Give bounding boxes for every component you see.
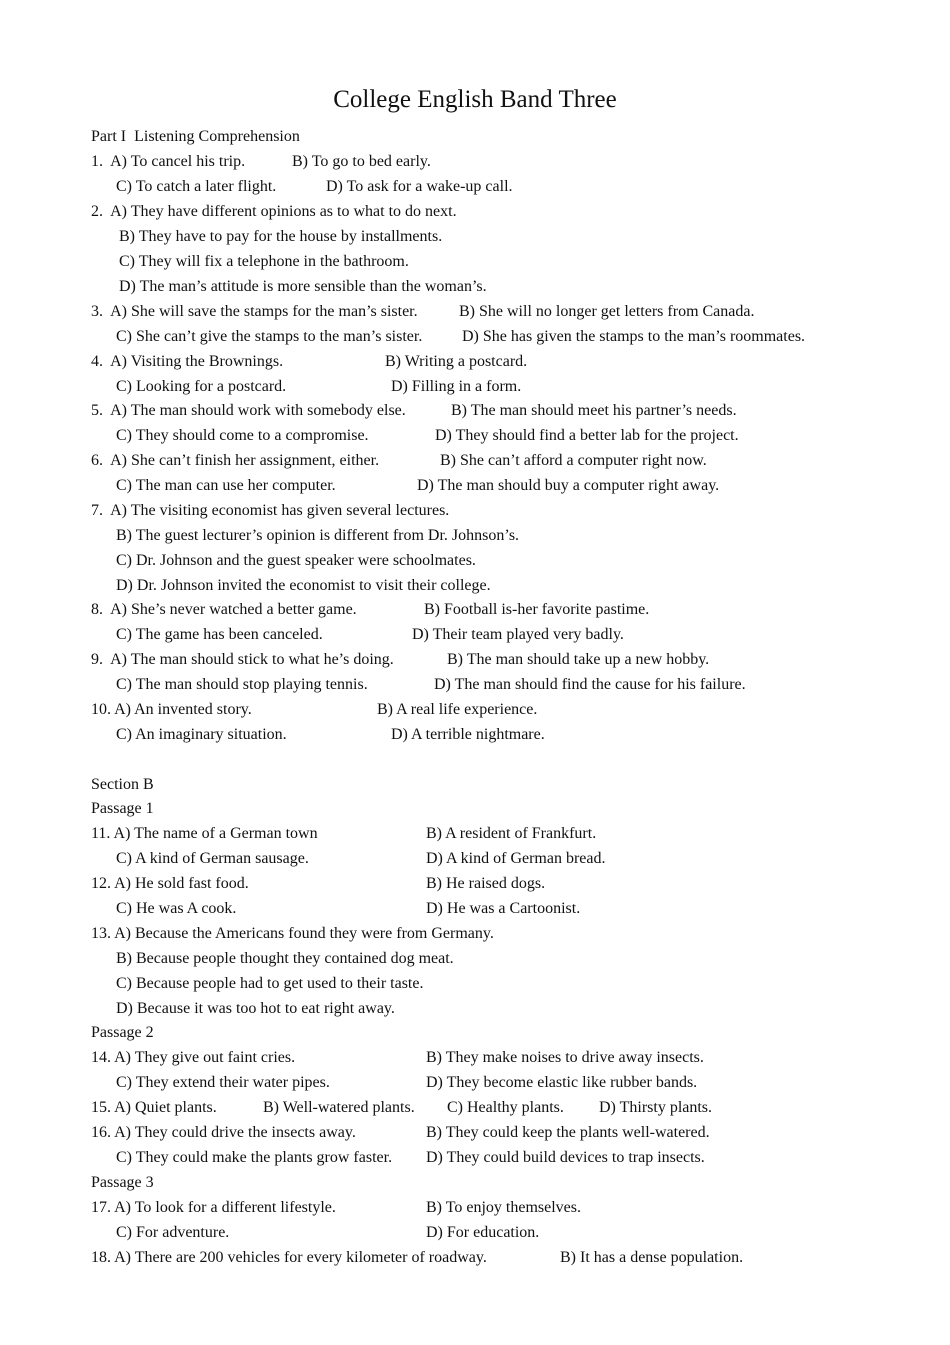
q2-option-c: C) They will fix a telephone in the bathroom. <box>119 253 409 270</box>
question-3-row-2 <box>91 324 806 349</box>
q11-option-a: 11. A) The name of a German town <box>91 825 318 842</box>
q1-option-a: 1. A) To cancel his trip. <box>91 153 246 170</box>
question-1-row-2 <box>91 174 513 199</box>
question-12-row-2 <box>91 896 581 921</box>
q6-option-a: 6. A) She can’t finish her assignment, either. <box>91 452 380 469</box>
passage-3-heading: Passage 3 <box>91 1174 154 1191</box>
question-14-row-2 <box>91 1070 698 1095</box>
question-1-row-1 <box>91 149 431 174</box>
q7-option-b: B) The guest lecturer’s opinion is different from Dr. Johnson’s. <box>116 527 520 544</box>
part1-heading: Part I Listening Comprehension <box>91 128 300 145</box>
q4-option-a: 4. A) Visiting the Brownings. <box>91 353 284 370</box>
question-4-row-1 <box>91 349 528 374</box>
question-11-row-1 <box>91 821 597 846</box>
q5-option-b: B) The man should meet his partner’s needs. <box>451 402 737 419</box>
question-10-row-2 <box>91 722 545 747</box>
q2-option-b: B) They have to pay for the house by installments. <box>119 228 443 245</box>
question-16-row-1 <box>91 1120 710 1145</box>
q10-option-a: 10. A) An invented story. <box>91 701 252 718</box>
q14-option-a: 14. A) They give out faint cries. <box>91 1049 296 1066</box>
q3-option-a: 3. A) She will save the stamps for the man’s sister. <box>91 303 418 320</box>
q16-option-d: D) They could build devices to trap insects. <box>426 1149 705 1166</box>
q12-option-d: D) He was a Cartoonist. <box>426 900 581 917</box>
q16-option-c: C) They could make the plants grow faster. <box>116 1149 393 1166</box>
passage-2-heading: Passage 2 <box>91 1024 154 1041</box>
q6-option-b: B) She can’t afford a computer right now. <box>440 452 707 469</box>
q13-option-b: B) Because people thought they contained dog meat. <box>116 950 454 967</box>
q5-option-c: C) They should come to a compromise. <box>116 427 369 444</box>
q13-option-a: 13. A) Because the Americans found they were from Germany. <box>91 925 494 942</box>
q7-option-c: C) Dr. Johnson and the guest speaker were schoolmates. <box>116 552 476 569</box>
question-16-row-2 <box>91 1145 705 1170</box>
q15-option-d: D) Thirsty plants. <box>599 1099 713 1116</box>
q9-option-d: D) The man should find the cause for his failure. <box>434 676 746 693</box>
document-title: College English Band Three <box>333 86 617 113</box>
section-b-heading: Section B <box>91 776 154 793</box>
q9-option-c: C) The man should stop playing tennis. <box>116 676 368 693</box>
q9-option-b: B) The man should take up a new hobby. <box>447 651 710 668</box>
q6-option-d: D) The man should buy a computer right away. <box>417 477 720 494</box>
q8-option-d: D) Their team played very badly. <box>412 626 624 643</box>
q12-option-b: B) He raised dogs. <box>426 875 546 892</box>
q15-option-b: B) Well-watered plants. <box>263 1099 415 1116</box>
q4-option-b: B) Writing a postcard. <box>385 353 528 370</box>
question-12-row-1 <box>91 871 546 896</box>
q13-option-c: C) Because people had to get used to their taste. <box>116 975 424 992</box>
q8-option-b: B) Football is-her favorite pastime. <box>424 601 650 618</box>
question-15-row <box>91 1095 713 1120</box>
q3-option-c: C) She can’t give the stamps to the man’s sister. <box>116 328 423 345</box>
q11-option-c: C) A kind of German sausage. <box>116 850 309 867</box>
question-6-row-2 <box>91 473 720 498</box>
question-9-row-2 <box>91 672 746 697</box>
question-6-row-1 <box>91 448 707 473</box>
question-8-row-2 <box>91 622 624 647</box>
q18-option-b: B) It has a dense population. <box>560 1249 744 1266</box>
q5-option-d: D) They should find a better lab for the project. <box>435 427 739 444</box>
q3-option-b: B) She will no longer get letters from Canada. <box>459 303 755 320</box>
q11-option-b: B) A resident of Frankfurt. <box>426 825 597 842</box>
question-4-row-2 <box>91 374 522 399</box>
question-5-row-1 <box>91 398 737 423</box>
question-3-row-1 <box>91 299 755 324</box>
q16-option-a: 16. A) They could drive the insects away. <box>91 1124 356 1141</box>
q15-option-a: 15. A) Quiet plants. <box>91 1099 217 1116</box>
q17-option-c: C) For adventure. <box>116 1224 230 1241</box>
q8-option-a: 8. A) She’s never watched a better game. <box>91 601 357 618</box>
question-8-row-1 <box>91 597 650 622</box>
q17-option-d: D) For education. <box>426 1224 540 1241</box>
q14-option-b: B) They make noises to drive away insects. <box>426 1049 704 1066</box>
q14-option-d: D) They become elastic like rubber bands. <box>426 1074 698 1091</box>
question-11-row-2 <box>91 846 606 871</box>
question-17-row-2 <box>91 1220 540 1245</box>
q11-option-d: D) A kind of German bread. <box>426 850 606 867</box>
q10-option-d: D) A terrible nightmare. <box>391 726 545 743</box>
q12-option-c: C) He was A cook. <box>116 900 237 917</box>
q7-option-a: 7. A) The visiting economist has given several lectures. <box>91 502 450 519</box>
q18-option-a: 18. A) There are 200 vehicles for every kilometer of roadway. <box>91 1249 487 1266</box>
question-9-row-1 <box>91 647 710 672</box>
q6-option-c: C) The man can use her computer. <box>116 477 336 494</box>
q7-option-d: D) Dr. Johnson invited the economist to visit their college. <box>116 577 491 594</box>
q1-option-b: B) To go to bed early. <box>292 153 431 170</box>
question-14-row-1 <box>91 1045 704 1070</box>
question-17-row-1 <box>91 1195 582 1220</box>
q10-option-c: C) An imaginary situation. <box>116 726 287 743</box>
q2-option-d: D) The man’s attitude is more sensible than the woman’s. <box>119 278 487 295</box>
q17-option-a: 17. A) To look for a different lifestyle. <box>91 1199 336 1216</box>
q15-option-c: C) Healthy plants. <box>447 1099 564 1116</box>
q4-option-d: D) Filling in a form. <box>391 378 522 395</box>
q8-option-c: C) The game has been canceled. <box>116 626 323 643</box>
q16-option-b: B) They could keep the plants well-watered. <box>426 1124 710 1141</box>
passage-1-heading: Passage 1 <box>91 800 154 817</box>
q3-option-d: D) She has given the stamps to the man’s roommates. <box>462 328 806 345</box>
q5-option-a: 5. A) The man should work with somebody else. <box>91 402 406 419</box>
q10-option-b: B) A real life experience. <box>377 701 538 718</box>
q2-option-a: 2. A) They have different opinions as to what to do next. <box>91 203 457 220</box>
q9-option-a: 9. A) The man should stick to what he’s doing. <box>91 651 394 668</box>
q14-option-c: C) They extend their water pipes. <box>116 1074 330 1091</box>
q13-option-d: D) Because it was too hot to eat right away. <box>116 1000 395 1017</box>
q4-option-c: C) Looking for a postcard. <box>116 378 287 395</box>
q17-option-b: B) To enjoy themselves. <box>426 1199 582 1216</box>
question-18-row-1 <box>91 1245 744 1270</box>
q1-option-c: C) To catch a later flight. <box>116 178 277 195</box>
q1-option-d: D) To ask for a wake-up call. <box>326 178 513 195</box>
q12-option-a: 12. A) He sold fast food. <box>91 875 249 892</box>
question-5-row-2 <box>91 423 739 448</box>
question-10-row-1 <box>91 697 538 722</box>
